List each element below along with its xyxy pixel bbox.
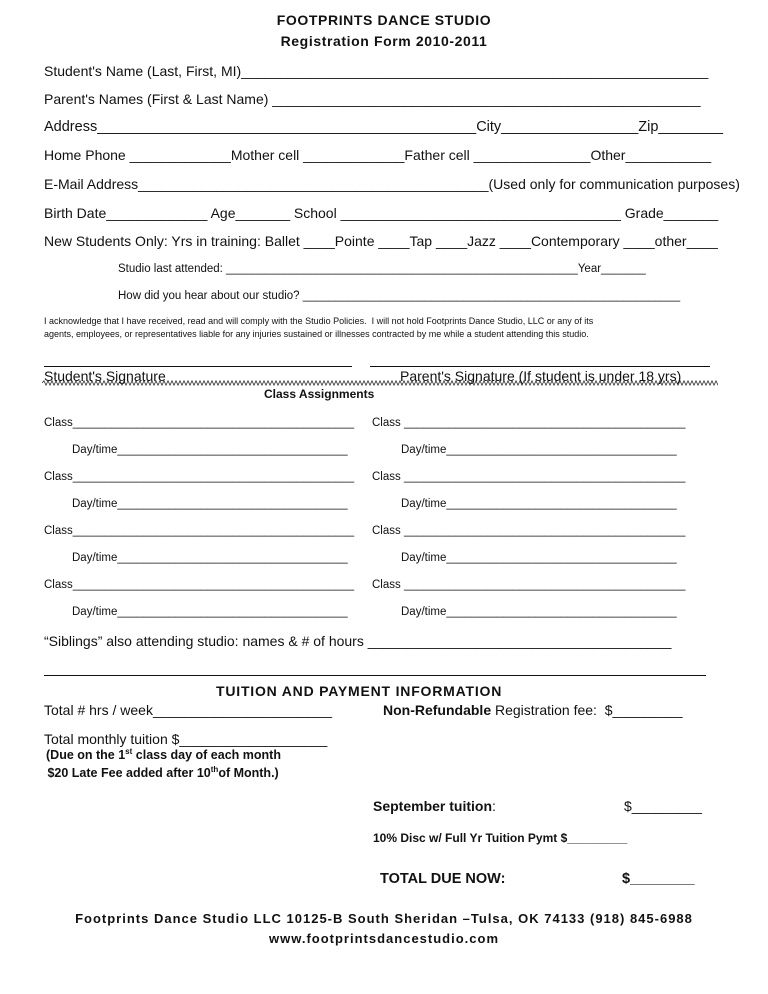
student-signature-line (44, 366, 352, 367)
total-due-amount: $________ (622, 871, 695, 887)
parent-signature-label: Parent's Signature (If student is under 18 yrs) (400, 368, 682, 384)
non-refundable-label: Non-Refundable (383, 702, 492, 718)
daytime-left-1: Day/time____________________________________ (72, 444, 348, 456)
form-title: Registration Form 2010-2011 (280, 33, 488, 49)
monthly-tuition-field: Total monthly tuition $___________________ (44, 731, 328, 747)
parent-signature-line (370, 366, 710, 367)
class-left-4: Class____________________________________________ (44, 579, 355, 591)
daytime-right-1: Day/time____________________________________ (401, 444, 677, 456)
daytime-left-4: Day/time____________________________________ (72, 606, 348, 618)
new-students-field: New Students Only: Yrs in training: Ballet ____Pointe ____Tap ____Jazz ____Contemporary ____other____ (44, 233, 718, 249)
daytime-left-3: Day/time____________________________________ (72, 552, 348, 564)
class-right-3: Class ____________________________________________ (372, 525, 686, 537)
daytime-right-3: Day/time____________________________________ (401, 552, 677, 564)
september-tuition-amount: $_________ (624, 798, 702, 814)
class-assignments-heading: Class Assignments (264, 387, 375, 401)
siblings-extra-line (44, 675, 706, 676)
footer-website: www.footprintsdancestudio.com (268, 931, 500, 946)
registration-fee-field (383, 702, 683, 718)
footer-address: Footprints Dance Studio LLC 10125-B South Sheridan –Tulsa, OK 74133 (918) 845-6988 (75, 911, 693, 926)
daytime-right-4: Day/time____________________________________ (401, 606, 677, 618)
acknowledgement-line-1: I acknowledge that I have received, read and will comply with the Studio Policies. I will not hold Footprints Dance Studio, LLC or any of its (44, 316, 594, 326)
total-due-label: TOTAL DUE NOW: (380, 871, 506, 887)
class-right-1: Class ____________________________________________ (372, 417, 686, 429)
daytime-left-2: Day/time____________________________________ (72, 498, 348, 510)
studio-name: FOOTPRINTS DANCE STUDIO (276, 12, 492, 28)
hrs-per-week-field: Total # hrs / week_______________________ (44, 702, 333, 718)
acknowledgement-line-2: agents, employees, or representatives liable for any injuries sustained or illnesses contracted by me while a student attending this studio. (44, 329, 589, 339)
wavy-divider (42, 380, 718, 386)
late-fee-note: $20 Late Fee added after 10thof Month.) (44, 765, 279, 781)
student-name-field: Student's Name (Last, First, MI)____________________________________________________________ (44, 63, 709, 79)
siblings-field: “Siblings” also attending studio: names & # of hours _______________________________________ (44, 633, 672, 649)
registration-fee-text: Registration fee: $_________ (491, 702, 683, 718)
heard-about-field: How did you hear about our studio? ___________________________________________________________ (118, 290, 681, 302)
parent-names-field: Parent's Names (First & Last Name) _______________________________________________________ (44, 91, 701, 107)
tuition-heading: TUITION AND PAYMENT INFORMATION (216, 683, 503, 699)
due-date-note: (Due on the 1st class day of each month (46, 747, 281, 763)
address-field: Address_______________________________________________City_________________Zip________ (44, 119, 723, 135)
class-right-2: Class ____________________________________________ (372, 471, 686, 483)
birth-date-field: Birth Date_____________ Age_______ School ____________________________________ Grade_______ (44, 205, 719, 221)
phone-field: Home Phone _____________Mother cell _____________Father cell _______________Other___________ (44, 147, 712, 163)
email-field: E-Mail Address_____________________________________________(Used only for communication purposes) (44, 176, 740, 192)
student-signature-label: Student's Signature (44, 368, 166, 384)
full-year-discount-field: 10% Disc w/ Full Yr Tuition Pymt $_________ (373, 831, 628, 845)
class-right-4: Class ____________________________________________ (372, 579, 686, 591)
september-tuition-label: September tuition (373, 798, 493, 814)
daytime-right-2: Day/time____________________________________ (401, 498, 677, 510)
september-tuition-field: September tuition: (373, 798, 496, 814)
class-left-2: Class____________________________________________ (44, 471, 355, 483)
class-left-1: Class____________________________________________ (44, 417, 355, 429)
class-left-3: Class____________________________________________ (44, 525, 355, 537)
studio-last-attended-field: Studio last attended: _______________________________________________________Year_______ (118, 263, 646, 275)
